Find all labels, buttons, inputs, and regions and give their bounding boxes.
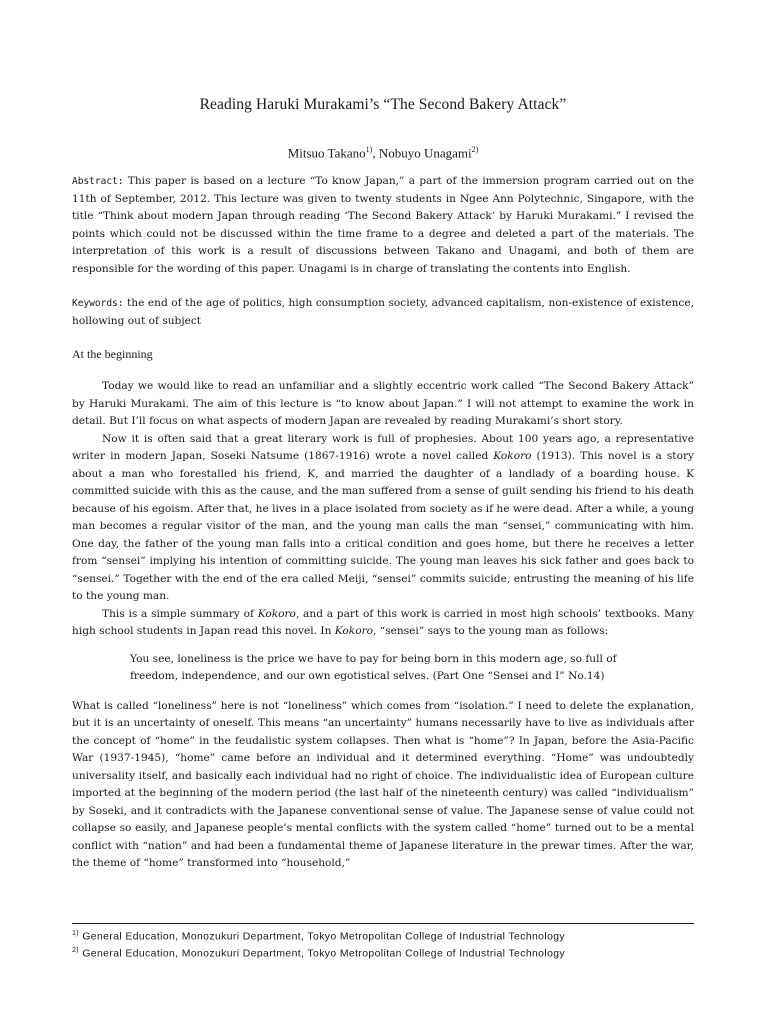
- paragraph-text: Now it is often said that a great literary work is full of prophesies. About 100 years ago, a representative writer in modern Japan, Soseki Natsume (1867-1916) wrote a novel called: [72, 432, 694, 463]
- author-name: Nobuyo Unagami: [378, 145, 472, 161]
- paragraph-text: This is a simple summary of: [102, 607, 258, 620]
- body-paragraph: [72, 431, 694, 606]
- footnotes: [72, 923, 694, 962]
- paper-page: [72, 96, 694, 873]
- footnote-mark: 2): [471, 145, 479, 154]
- body-paragraph: [72, 606, 694, 641]
- footnote-mark: 1): [72, 930, 80, 937]
- paragraph-text: , and a part of this work is carried in most high schools’ textbooks. Many high school students in Japan read this novel. In: [72, 607, 694, 638]
- book-title: Kokoro: [257, 607, 296, 620]
- paragraph-text: (1913). This novel is a story about a man who forestalled his friend, K, and married the daughter of a landlady of a boarding house. K committed suicide with this as the cause, and the man suffered from a sense of guilt sending his friend to his death because of his egoism. After that, he lives in a place isolated from society as if he were dead. After a while, a young man becomes a regular visitor of the man, and the young man calls the man “sensei,” communicating with him. One day, the father of the young man falls into a critical condition and goes home, but there he receives a letter from “sensei” implying his intention of committing suicide. The young man leaves his sick father and goes back to “sensei.” Together with the end of the era called Meiji, “sensei” commits suicide, entrusting the meaning of his life to the young man.: [72, 450, 694, 603]
- footnote-mark: 2): [72, 947, 80, 955]
- author-line: [72, 145, 694, 161]
- footnote-mark: 1): [365, 145, 373, 154]
- book-title: Kokoro: [493, 450, 532, 463]
- abstract-label: Abstract:: [72, 176, 124, 188]
- author-name: Mitsuo Takano: [287, 145, 366, 161]
- paper-title: Reading Haruki Murakami’s “The Second Bakery Attack”: [199, 96, 567, 113]
- block-quote: You see, loneliness is the price we have to pay for being born in this modern age, so full of freedom, independence, and our own egotistical selves. (Part One “Sensei and I” No.14): [130, 652, 617, 683]
- author-separator: ,: [372, 145, 379, 161]
- footnote-text: General Education, Monozukuri Department, Tokyo Metropolitan College of Industrial Technology: [79, 948, 566, 960]
- body-paragraph: What is called “loneliness” here is not “loneliness” which comes from “isolation.” I need to delete the explanation, but it is an uncertainty of oneself. This means “an uncertainty” humans necessarily have to live as individuals after the concept of “home” in the feudalistic system collapses. Then what is “home”? In Japan, before the Asia-Pacific War (1937-1945), “home” came before an individual and it determined everything. “Home” was undoubtedly universality itself, and basically each individual had no right of choice. The individualistic idea of European culture imported at the beginning of the modern period (the last half of the nineteenth century) was called “individualism” by Soseki, and it contradicts with the Japanese conventional sense of value. The Japanese sense of value could not collapse so easily, and Japanese people’s mental conflicts with the system called “home” turned out to be a mental conflict with “nation” and had been a fundamental theme of Japanese literature in the prewar times. After the war, the theme of “home” transformed into “household,”: [72, 699, 694, 870]
- keywords: [72, 295, 694, 330]
- keywords-text: the end of the age of politics, high consumption society, advanced capitalism, non-existence of existence, hollowing out of subject: [72, 297, 694, 327]
- body-paragraph: Today we would like to read an unfamiliar and a slightly eccentric work called “The Second Bakery Attack” by Haruki Murakami. The aim of this lecture is “to know about Japan.” I will not attempt to examine the work in detail. But I’ll focus on what aspects of modern Japan are revealed by reading Murakami’s short story.: [72, 380, 694, 428]
- section-heading: At the beginning: [72, 347, 153, 362]
- footnote: [72, 944, 694, 961]
- footnote: [72, 927, 694, 944]
- book-title: Kokoro: [334, 625, 374, 638]
- abstract-text: This paper is based on a lecture “To know Japan,” a part of the immersion program carried out on the 11th of September, 2012. This lecture was given to twenty students in Ngee Ann Polytechnic, Singapore, with the title “Think about modern Japan through reading ‘The Second Bakery Attack’ by Haruki Murakami.” I revised the points which could not be discussed within the time frame to a degree and deleted a part of the materials. The interpretation of this work is a result of discussions between Takano and Unagami, and both of them are responsible for the wording of this paper. Unagami is in charge of translating the contents into English.: [72, 175, 694, 275]
- paragraph-text: , “sensei” says to the young man as follows:: [373, 625, 609, 638]
- footnote-text: General Education, Monozukuri Department, Tokyo Metropolitan College of Industrial Technology: [79, 931, 566, 943]
- keywords-label: Keywords:: [72, 298, 124, 310]
- abstract: [72, 173, 694, 278]
